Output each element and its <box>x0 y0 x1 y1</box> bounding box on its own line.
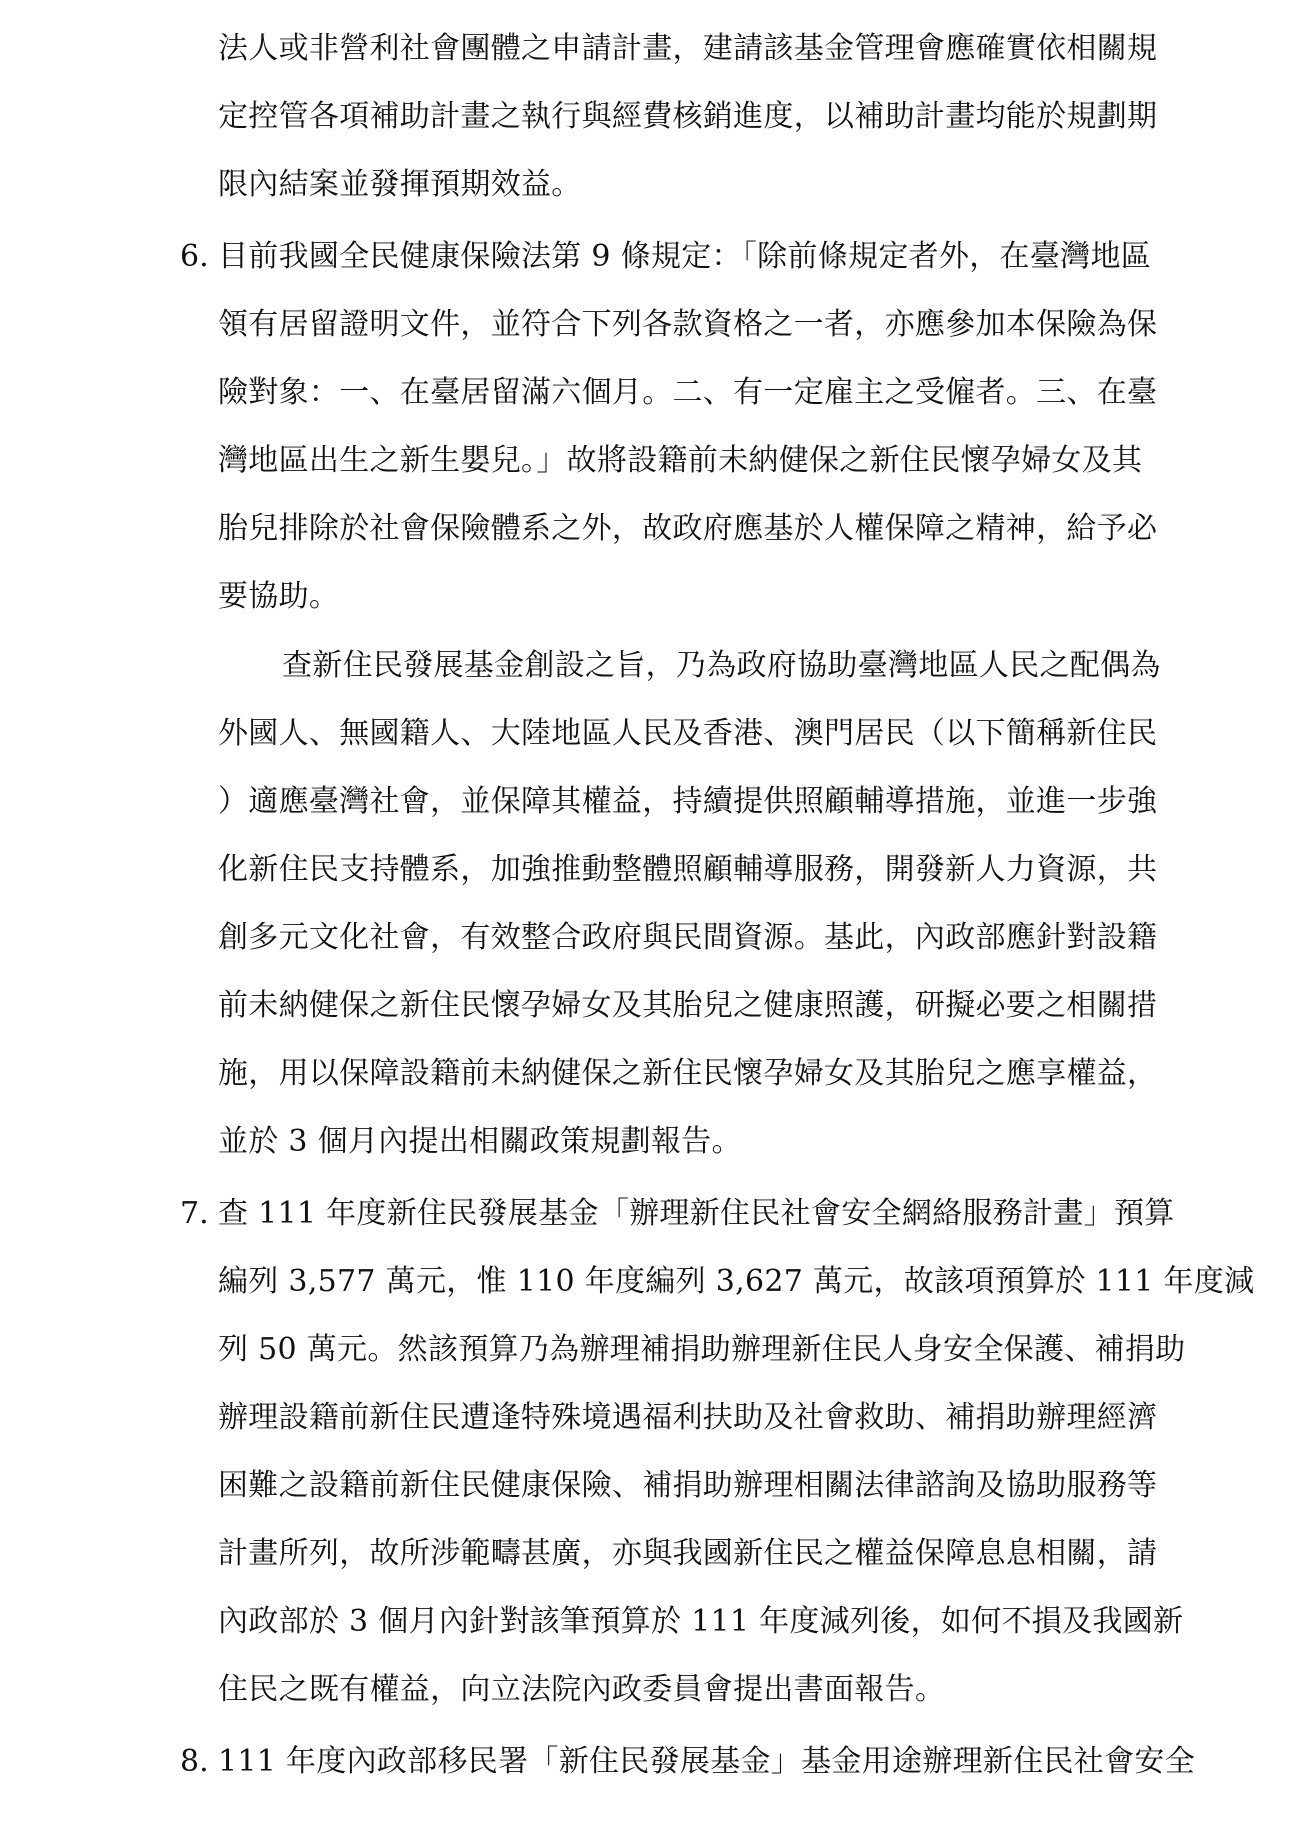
text-line: 施，用以保障設籍前未納健保之新住民懷孕婦女及其胎兒之應享權益， <box>218 1056 1158 1091</box>
text-line: 灣地區出生之新生嬰兒。」故將設籍前未納健保之新住民懷孕婦女及其 <box>218 443 1143 478</box>
text-line: 列 50 萬元。然該預算乃為辦理補捐助辦理新住民人身安全保護、補捐助 <box>218 1332 1186 1367</box>
text-line: 法人或非營利社會團體之申請計畫，建請該基金管理會應確實依相關規 <box>218 31 1158 66</box>
text-line: 定控管各項補助計畫之執行與經費核銷進度，以補助計畫均能於規劃期 <box>218 99 1158 134</box>
item-number: 6. <box>180 239 209 274</box>
text-line: 困難之設籍前新住民健康保險、補捐助辦理相關法律諮詢及協助服務等 <box>218 1468 1158 1503</box>
text-line: 胎兒排除於社會保險體系之外，故政府應基於人權保障之精神，給予必 <box>218 511 1158 546</box>
text-line: 111 年度內政部移民署「新住民發展基金」基金用途辦理新住民社會安全 <box>218 1744 1195 1779</box>
text-line: 住民之既有權益，向立法院內政委員會提出書面報告。 <box>218 1672 946 1707</box>
item-number: 8. <box>180 1744 209 1779</box>
text-line: 編列 3,577 萬元，惟 110 年度編列 3,627 萬元，故該項預算於 111 年度減 <box>218 1264 1255 1299</box>
text-line: 並於 3 個月內提出相關政策規劃報告。 <box>218 1124 742 1159</box>
text-line: 查 111 年度新住民發展基金「辦理新住民社會安全網絡服務計畫」預算 <box>218 1196 1175 1231</box>
text-line: 外國人、無國籍人、大陸地區人民及香港、澳門居民（以下簡稱新住民 <box>218 716 1158 751</box>
text-line: 創多元文化社會，有效整合政府與民間資源。基此，內政部應針對設籍 <box>218 920 1158 955</box>
text-line: 前未納健保之新住民懷孕婦女及其胎兒之健康照護，研擬必要之相關措 <box>218 988 1158 1023</box>
text-line: 要協助。 <box>218 579 340 614</box>
item-number: 7. <box>180 1196 209 1231</box>
text-line: 辦理設籍前新住民遭逢特殊境遇福利扶助及社會救助、補捐助辦理經濟 <box>218 1400 1158 1435</box>
text-line: ）適應臺灣社會，並保障其權益，持續提供照顧輔導措施，並進一步強 <box>218 784 1158 819</box>
text-line: 內政部於 3 個月內針對該筆預算於 111 年度減列後，如何不損及我國新 <box>218 1604 1184 1639</box>
text-line: 目前我國全民健康保險法第 9 條規定：「除前條規定者外，在臺灣地區 <box>218 239 1152 274</box>
text-line: 險對象：一、在臺居留滿六個月。二、有一定雇主之受僱者。三、在臺 <box>218 375 1158 410</box>
text-line: 化新住民支持體系，加強推動整體照顧輔導服務，開發新人力資源，共 <box>218 852 1158 887</box>
paragraph-first-line: 查新住民發展基金創設之旨，乃為政府協助臺灣地區人民之配偶為 <box>282 648 1161 683</box>
text-line: 計畫所列，故所涉範疇甚廣，亦與我國新住民之權益保障息息相關，請 <box>218 1536 1158 1571</box>
text-line: 限內結案並發揮預期效益。 <box>218 167 582 202</box>
text-line: 領有居留證明文件，並符合下列各款資格之一者，亦應參加本保險為保 <box>218 307 1158 342</box>
